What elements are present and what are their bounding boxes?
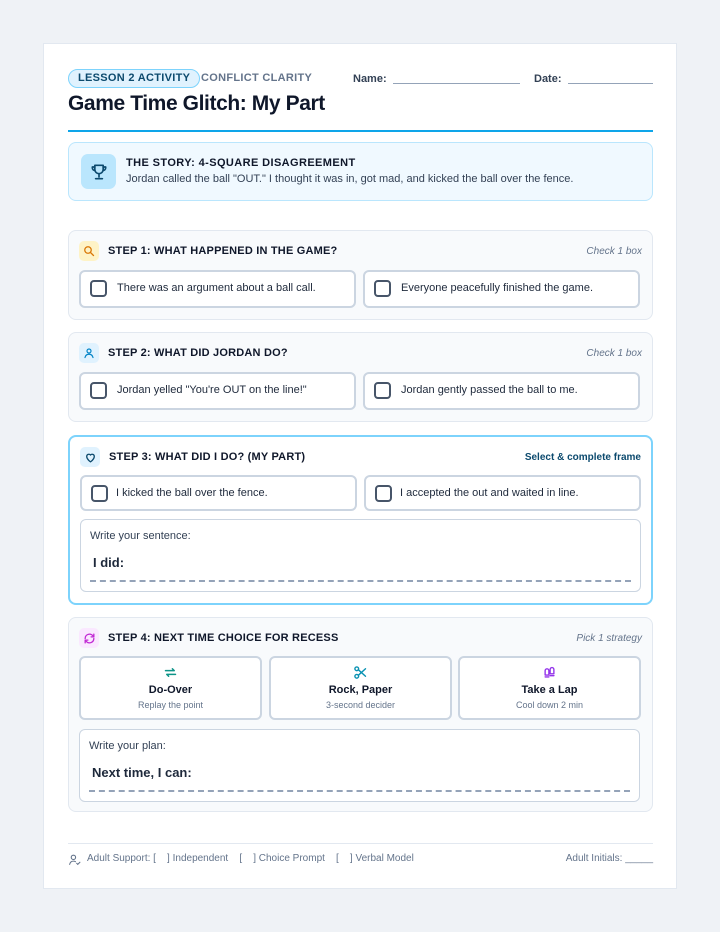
option-label: Jordan gently passed the ball to me. (401, 384, 578, 396)
search-icon (79, 241, 99, 261)
step-4-title: STEP 4: NEXT TIME CHOICE FOR RECESS (108, 632, 339, 644)
date-label: Date: (534, 73, 562, 85)
story-box (68, 142, 653, 201)
name-label: Name: (353, 73, 387, 85)
refresh-icon (79, 628, 99, 648)
step-1-card (68, 230, 653, 320)
checkbox[interactable] (375, 485, 392, 502)
strategy-name: Rock, Paper (328, 684, 393, 696)
strategy-name: Do-Over (148, 684, 193, 696)
story-text: Jordan called the ball "OUT." I thought it was in, got mad, and kicked the ball over the fence. (126, 173, 574, 185)
adult-support-icon (68, 853, 81, 871)
heart-icon (80, 447, 100, 467)
name-field[interactable] (393, 83, 520, 84)
strategy-desc: Cool down 2 min (515, 700, 584, 710)
page-title: Game Time Glitch: My Part (68, 92, 325, 115)
step-4-card (68, 617, 653, 812)
step-1-note: Check 1 box (586, 246, 642, 257)
step-3-option-1[interactable] (80, 475, 357, 511)
checkbox[interactable] (374, 382, 391, 399)
step-2-option-2[interactable] (363, 372, 640, 410)
footprints-icon (460, 665, 639, 681)
sentence-frame: I did: (93, 555, 125, 570)
adult-initials[interactable]: Adult Initials: _____ (565, 853, 653, 864)
option-label: I kicked the ball over the fence. (116, 487, 268, 499)
option-label: Everyone peacefully finished the game. (401, 282, 594, 294)
strategy-take-a-lap[interactable] (458, 656, 641, 720)
worksheet-page (43, 43, 677, 889)
option-label: I accepted the out and waited in line. (400, 487, 579, 499)
step-1-option-1[interactable] (79, 270, 356, 308)
step-2-card (68, 332, 653, 422)
write-label: Write your sentence: (90, 530, 191, 542)
trophy-icon (81, 154, 116, 189)
strategy-do-over[interactable] (79, 656, 262, 720)
step-2-title: STEP 2: WHAT DID JORDAN DO? (108, 347, 288, 359)
step-1-option-2[interactable] (363, 270, 640, 308)
scissors-icon (271, 665, 450, 681)
step-2-note: Check 1 box (586, 348, 642, 359)
step-3-option-2[interactable] (364, 475, 641, 511)
plan-writebox[interactable] (79, 729, 640, 802)
step-4-note: Pick 1 strategy (576, 633, 642, 644)
step-3-card (68, 435, 653, 605)
story-heading: THE STORY: 4-SQUARE DISAGREEMENT (126, 157, 356, 169)
strategy-name: Take a Lap (521, 684, 578, 696)
date-field[interactable] (568, 83, 653, 84)
footer (68, 843, 653, 873)
checkbox[interactable] (90, 280, 107, 297)
writing-line[interactable] (89, 790, 630, 792)
option-label: There was an argument about a ball call. (117, 282, 316, 294)
strategy-rock-paper[interactable] (269, 656, 452, 720)
step-2-option-1[interactable] (79, 372, 356, 410)
strategy-desc: Replay the point (137, 700, 204, 710)
write-label: Write your plan: (89, 740, 166, 752)
repeat-icon (81, 665, 260, 681)
step-3-title: STEP 3: WHAT DID I DO? (MY PART) (109, 451, 306, 463)
worksheet-header (68, 68, 653, 132)
lesson-badge: LESSON 2 ACTIVITY (68, 69, 200, 88)
adult-support-text: Adult Support: [ ] Independent [ ] Choice Prompt [ ] Verbal Model (87, 853, 414, 864)
person-icon (79, 343, 99, 363)
checkbox[interactable] (91, 485, 108, 502)
option-label: Jordan yelled "You're OUT on the line!" (117, 384, 307, 396)
checkbox[interactable] (90, 382, 107, 399)
sentence-writebox[interactable] (80, 519, 641, 592)
plan-frame: Next time, I can: (92, 765, 192, 780)
subject-label: CONFLICT CLARITY (201, 72, 313, 84)
step-3-note: Select & complete frame (524, 452, 641, 463)
strategy-desc: 3-second decider (325, 700, 396, 710)
checkbox[interactable] (374, 280, 391, 297)
step-1-title: STEP 1: WHAT HAPPENED IN THE GAME? (108, 245, 338, 257)
writing-line[interactable] (90, 580, 631, 582)
